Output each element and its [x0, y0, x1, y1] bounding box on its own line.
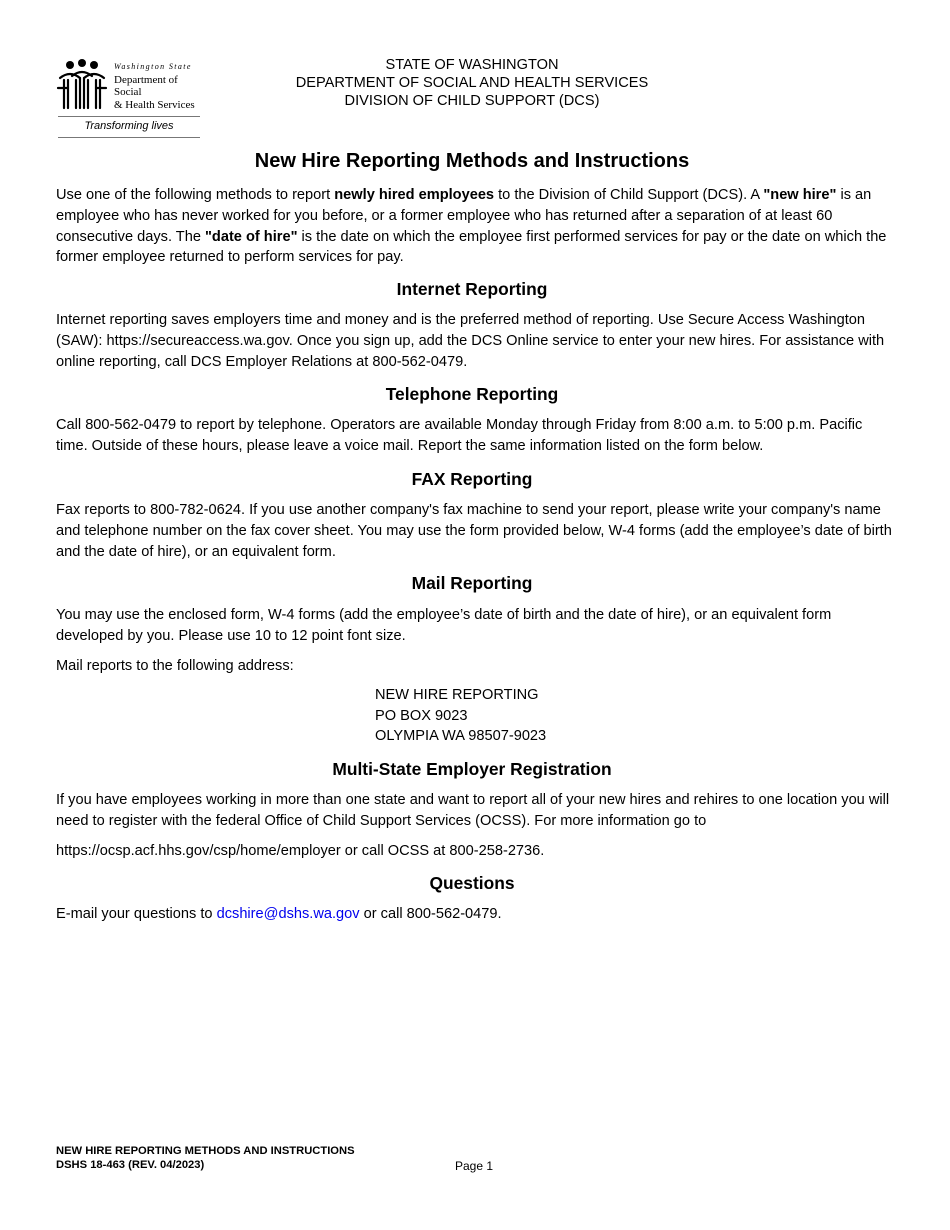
fax-reporting-body: Fax reports to 800-782-0624. If you use another company's fax machine to send your report, please write your company's name and telephone number on the fax cover sheet. You may use the form provided below, W-4 forms (add the employee’s date of birth and the date of hire), or an equivalent form. [56, 502, 892, 560]
mail-reporting-lead: Mail reports to the following address: [56, 658, 294, 674]
intro-text-2: to the Division of Child Support (DCS). A [494, 187, 764, 203]
agency-line3: DIVISION OF CHILD SUPPORT (DCS) [344, 93, 600, 109]
intro-text-1: Use one of the following methods to report [56, 187, 335, 203]
mail-address [375, 685, 546, 747]
logo-line1: Department of Social [114, 73, 178, 98]
multistate-body: If you have employees working in more than one state and want to report all of your new hires and rehires to one location you will need to register with the federal Office of Child Support Services (OCSS). For more information go to [56, 792, 890, 829]
logo-state: Washington State [114, 62, 192, 71]
page-number: Page 1 [455, 1159, 494, 1173]
intro-bold-3: "date of hire" [205, 228, 298, 245]
logo-rule-top [58, 116, 200, 117]
internet-reporting-body: Internet reporting saves employers time and money and is the preferred method of reporting. Use Secure Access Washington (SAW): https://secureaccess.wa.gov. Once you sign up, add the DCS Online service to enter your new hires. For assistance with online reporting, call DCS Employer Relations at 800-562-0479. [56, 312, 885, 370]
dshs-logo [56, 58, 202, 140]
address-line3: OLYMPIA WA 98507-9023 [375, 728, 547, 744]
agency-line1: STATE OF WASHINGTON [385, 57, 559, 73]
heading-questions: Questions [429, 873, 515, 893]
heading-internet-reporting: Internet Reporting [396, 279, 548, 299]
agency-line2: DEPARTMENT OF SOCIAL AND HEALTH SERVICES [295, 75, 649, 91]
intro-paragraph [56, 185, 892, 268]
logo-rule-bottom [58, 137, 200, 138]
mail-reporting-body: You may use the enclosed form, W-4 forms (add the employee’s date of birth and the date of hire), or an equivalent form developed by you. Please use 10 to 12 point font size. [56, 607, 832, 644]
footer-form-info [56, 1145, 355, 1172]
intro-text-3: is an employee who has never worked for you before, or a former employee who has returned after a separation of at least 60 consecutive days. The [56, 187, 872, 245]
page-title: New Hire Reporting Methods and Instructions [254, 150, 690, 172]
heading-mail-reporting: Mail Reporting [411, 573, 533, 593]
address-line2: PO BOX 9023 [375, 707, 468, 724]
intro-bold-1: newly hired employees [334, 187, 495, 203]
heading-fax-reporting: FAX Reporting [411, 469, 533, 489]
intro-bold-2: "new hire" [763, 187, 837, 203]
people-figures-icon [56, 58, 112, 112]
address-line1: NEW HIRE REPORTING [375, 687, 539, 703]
heading-multistate-registration: Multi-State Employer Registration [332, 759, 612, 779]
agency-header [250, 56, 694, 110]
footer-form-number: DSHS 18-463 (REV. 04/2023) [56, 1158, 205, 1171]
telephone-reporting-body: Call 800-562-0479 to report by telephone. Operators are available Monday through Friday from 8:00 a.m. to 5:00 p.m. Pacific time. Outside of these hours, please leave a voice mail. Report the same information listed on the form below. [56, 417, 863, 454]
logo-line2: & Health Services [114, 98, 195, 111]
questions-pre: E-mail your questions to [56, 906, 217, 922]
questions-body [56, 904, 892, 925]
multistate-body-link: https://ocsp.acf.hhs.gov/csp/home/employer or call OCSS at 800-258-2736. [56, 843, 545, 859]
intro-text-4: is the date on which the employee first performed services for pay or the date on which the former employee returned to perform services for pay. [56, 228, 887, 266]
email-link[interactable]: dcshire@dshs.wa.gov [216, 906, 360, 922]
heading-telephone-reporting: Telephone Reporting [385, 384, 559, 404]
logo-tagline: Transforming lives [84, 120, 174, 132]
questions-post: or call 800-562-0479. [359, 906, 502, 922]
footer-title: NEW HIRE REPORTING METHODS AND INSTRUCTIONS [56, 1145, 355, 1157]
